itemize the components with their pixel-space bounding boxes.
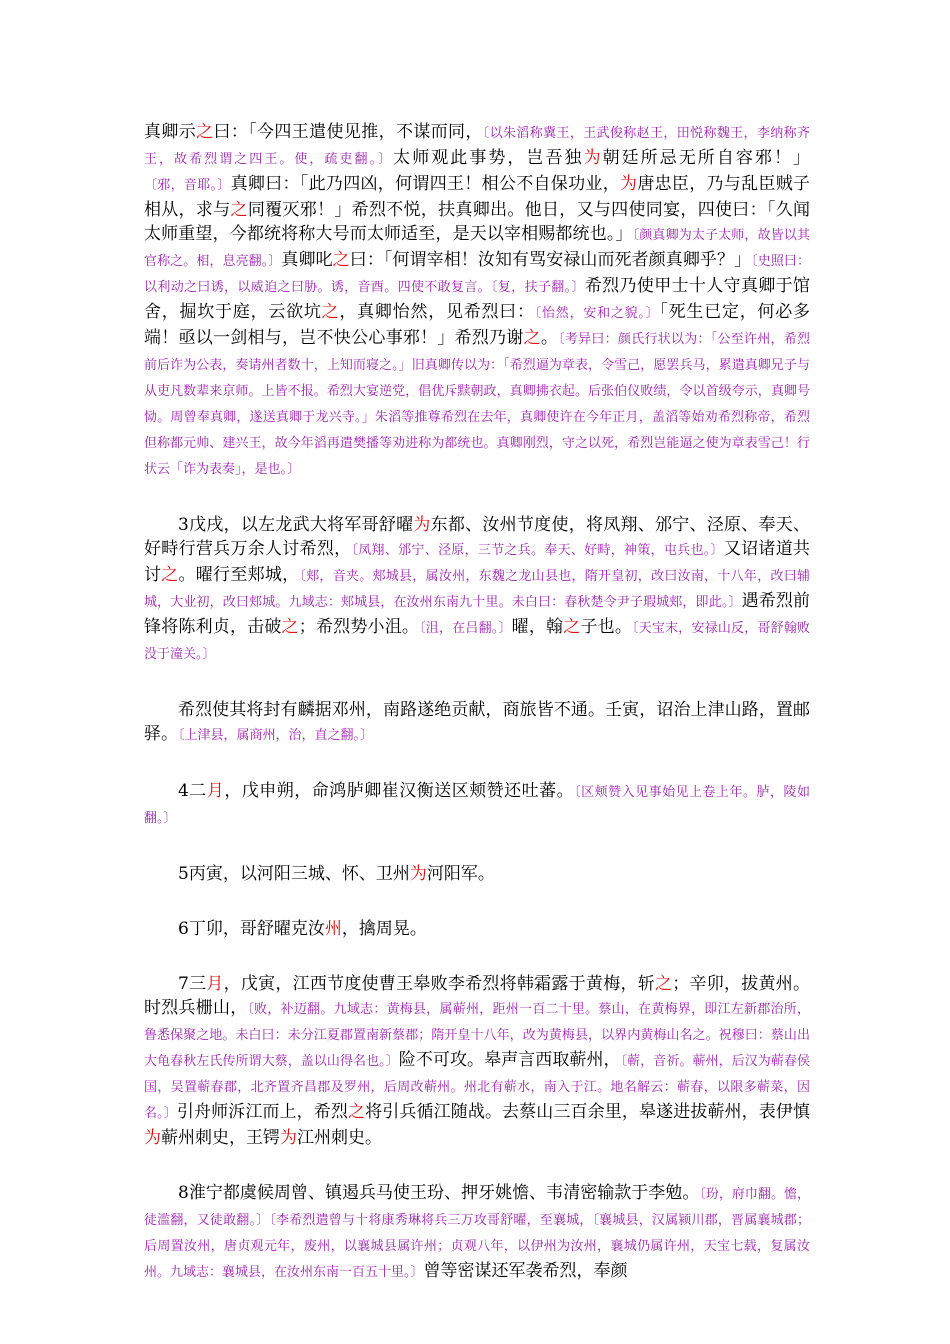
- main-text: 江州刺史。: [297, 1128, 382, 1148]
- highlight-char: 之: [161, 565, 179, 585]
- highlight-char: 为: [413, 515, 431, 535]
- paragraph-p7: [144, 972, 810, 1150]
- paragraph-p5: [144, 862, 810, 886]
- annotation-note: 〔颜真卿为太子太师，故皆以其官称之。相，息亮翻。〕: [144, 228, 810, 269]
- paragraph-p2: [144, 513, 810, 667]
- highlight-char: 为: [144, 1128, 161, 1148]
- main-text: 5丙寅，以河阳三城、怀、卫州: [178, 864, 410, 884]
- main-text: 4二: [178, 781, 207, 801]
- annotation-note: 〔考异曰：颜氏行状以为：「公至许州，希烈前后诈为公表，奏请州者数十，上知而寝之。」旧真卿传以为：「希烈逼为章表，令雪己，愿罢兵马，累遣真卿兄子与从吏凡数辈来京师。上皆不报。希烈大宴逆党，倡优斥黩朝政，真卿拂衣起。后张伯仪败绩，令以首级夸示，真卿号恸。周曾奉真卿，遂送真卿于龙兴寺。」朱滔等推尊希烈在去年，真卿使许在今年正月，盖滔等始劝希烈称帝，希烈但称都元帅、建兴王，故今年滔再遣樊播等劝进称为都统也。真卿刚烈，守之以死，希烈岂能逼之使为章表雪己！行状云「诈为表奏」，是也。〕: [144, 332, 811, 477]
- annotation-note: 〔邪，音耶。〕: [144, 178, 231, 193]
- highlight-char: 为: [409, 864, 427, 884]
- highlight-char: 之: [196, 122, 214, 142]
- annotation-note: 〔郏，音夹。郏城县，属汝州，东魏之龙山县也，隋开皇初，改曰汝南，十八年，改曰辅城，大业初，改曰郏城。九域志：郏城县，在汝州东南九十里。未白曰：春秋楚令尹子瑕城郏，即此。〕: [144, 569, 810, 610]
- main-text: 6丁卯，哥舒曜克汝: [178, 919, 325, 939]
- main-text: 7三: [178, 974, 207, 994]
- main-text: 曜，翰: [511, 617, 564, 637]
- document-page: [144, 120, 810, 1316]
- highlight-char: 月: [206, 781, 225, 801]
- main-text: 真卿叱: [281, 250, 333, 270]
- main-text: 东都、汝州节度使，将凤翔、邠宁、泾原、奉天、好畤行营兵万余人讨希烈，: [144, 515, 811, 559]
- highlight-char: 之: [654, 974, 673, 994]
- annotation-note: 〔怡然，安和之貌。〕: [534, 306, 660, 321]
- highlight-char: 为: [583, 148, 603, 168]
- paragraph-p8: [144, 1181, 810, 1285]
- main-text: 太师观此事势，岂吾独: [393, 148, 584, 168]
- main-text: ；希烈势小沮。: [298, 617, 420, 637]
- main-text: 3戊戌，以左龙武大将军哥舒曜: [178, 515, 414, 535]
- main-text: 遇希烈前锋将陈利贞，击破: [144, 591, 810, 637]
- main-text: ，真卿怡然，见希烈曰：: [339, 302, 535, 322]
- main-text: 朝廷所忌无所自容邪！」: [602, 148, 810, 168]
- highlight-char: 为: [620, 174, 638, 194]
- annotation-note: 〔史照曰：以利动之曰诱，以威迫之曰胁。诱，音酉。四使不敢复言。〔复，扶子翻。〕: [144, 254, 810, 295]
- annotation-note: 〔凤翔、邠宁、泾原，三节之兵。奉天、好畤，神策，屯兵也。〕: [351, 543, 724, 558]
- main-text: 。曜行至郏城，: [178, 565, 300, 585]
- annotation-note: 〔蕲，音祈。蕲州，后汉为蕲春侯国，吴置蕲春郡，北齐置齐昌郡及罗州，后周改蕲州。州北有蕲水，南入于江。地名解云：蕲春，以限多蕲菜，因名。〕: [144, 1054, 810, 1121]
- highlight-char: 之: [321, 302, 340, 322]
- annotation-note: 〔区颊赞入见事始见上卷上年。胪，陵如翻。〕: [144, 785, 810, 826]
- annotation-note: 〔李希烈遣曾与十将康秀琳将兵三万攻哥舒曜，至襄城，〔襄城县，汉属颍川郡，晋属襄城郡；后周置汝州，唐贞观元年，废州，以襄城县属许州；贞观八年，以伊州为汝州，襄城仍属许州，天宝七载，复属汝州。九域志：襄城县，在汝州东南一百五十里。〕: [144, 1213, 810, 1280]
- main-text: ，戊寅，江西节度使曹王皋败李希烈将韩霜露于黄梅，斩: [223, 974, 655, 994]
- main-text: 曰：「何谓宰相！汝知有骂安禄山而死者颜真卿乎？」: [349, 250, 752, 270]
- annotation-note: 〔败，补迈翻。九域志：黄梅县，属蕲州，距州一百二十里。蔡山，在黄梅界，即江左新郡治所，鲁悉保聚之地。未白曰：未分江夏郡置南新蔡郡；隋开皇十八年，改为黄梅县，以界内黄梅山名之。祝穆曰：蔡山出大龟春秋左氏传所谓大蔡，盖以山得名也。〕: [144, 1002, 810, 1069]
- main-text: 希烈乃使甲士十人守真卿于馆舍，掘坎于庭，云欲坑: [144, 276, 810, 322]
- main-text: 曰：「今四王遣使见推，不谋而同，: [213, 122, 483, 142]
- main-text: 同覆灭邪！」希烈不悦，扶真卿出。他日，又与四使同宴，四使曰：「久闻太师重望，今都统将称大号而太师适至，是天以宰相赐都统也。」: [144, 200, 811, 244]
- main-text: 险不可攻。皋声言西取蕲州，: [398, 1050, 621, 1070]
- main-text: 子也。: [580, 617, 633, 637]
- main-text: ，擒周晃。: [341, 919, 427, 939]
- highlight-char: 之: [563, 617, 581, 637]
- highlight-char: 月: [206, 974, 224, 994]
- main-text: 将引兵循江随战。去蔡山三百余里，皋遂进拔蕲州，表伊慎: [365, 1102, 811, 1122]
- main-text: 蕲州刺史，王锷: [161, 1128, 280, 1148]
- highlight-char: 之: [332, 250, 350, 270]
- highlight-char: 为: [280, 1128, 297, 1148]
- paragraph-p1: [144, 120, 810, 482]
- annotation-note: 〔上津县，属商州，治，直之翻。〕: [178, 728, 374, 743]
- main-text: 曾等密谋还军袭希烈，奉颜: [423, 1261, 628, 1281]
- main-text: 8淮宁都虞候周曾、镇遏兵马使王玢、押牙姚憺、韦清密输款于李勉。: [178, 1183, 700, 1203]
- highlight-char: 之: [523, 328, 541, 348]
- main-text: 「死生已定，何必多端！亟以一剑相与，岂不快公心事邪！」希烈乃谢: [144, 302, 811, 348]
- main-text: 河阳军。: [426, 864, 495, 884]
- annotation-note: 〔玢，府巾翻。憺，徒滥翻，又徒敢翻。〕: [144, 1187, 810, 1228]
- main-text: 希烈使其将封有麟据邓州，南路遂绝贡献，商旅皆不通。壬寅，诏治上津山路，置邮驿。: [144, 700, 810, 744]
- main-text: 唐忠臣，乃与乱臣贼子相从，求与: [144, 174, 811, 220]
- main-text: ，戊申朔，命鸿胪卿崔汉衡送区颊赞还吐蕃。: [224, 781, 575, 801]
- main-text: 真卿示: [144, 122, 197, 142]
- paragraph-p3: [144, 698, 810, 748]
- main-text: 。: [540, 328, 559, 348]
- annotation-note: 〔以朱滔称冀王，王武俊称赵王，田悦称魏王，李纳称齐王，故希烈谓之四王。使，疏吏翻。〕: [144, 126, 811, 167]
- highlight-char: 州: [324, 919, 342, 939]
- annotation-note: 〔天宝末，安禄山反，哥舒翰败没于潼关。〕: [144, 621, 811, 662]
- highlight-char: 之: [281, 617, 299, 637]
- main-text: 真卿曰：「此乃四凶，何谓四王！相公不自保功业，: [230, 174, 620, 194]
- paragraph-p4: [144, 779, 810, 831]
- paragraph-p6: [144, 917, 810, 941]
- main-text: 引舟师泝江而上，希烈: [176, 1102, 349, 1122]
- highlight-char: 之: [348, 1102, 366, 1122]
- annotation-note: 〔沮，在吕翻。〕: [419, 621, 512, 636]
- main-text: ；辛卯，拔黄州。时烈兵栅山，: [144, 974, 811, 1018]
- main-text: 又诏诸道共讨: [144, 539, 810, 585]
- highlight-char: 之: [230, 200, 248, 220]
